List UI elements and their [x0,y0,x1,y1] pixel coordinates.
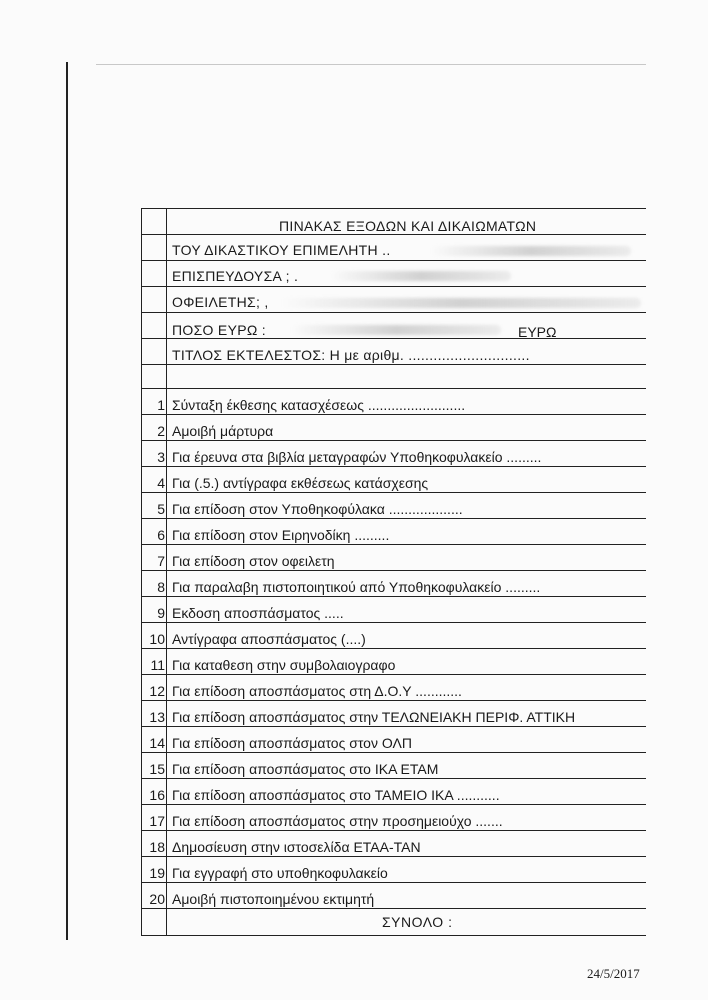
row-number: 15 [149,761,165,777]
row-number: 13 [149,709,165,725]
redacted-claimant-name [331,271,511,281]
total-label: ΣΥΝΟΛΟ : [382,914,453,930]
debtor-row [141,286,646,312]
row-description: Για επίδοση αποσπάσματος στον ΟΛΠ [172,735,412,751]
row-description: Για παραλαβη πιστοποιητικού από Υποθηκοφυλακείο ......... [172,579,541,595]
table-row [141,466,646,492]
claimant-row [141,260,646,286]
redacted-debtor-name [281,298,641,308]
row-description: Για επίδοση στον Υποθηκοφύλακα ................... [172,501,463,517]
bailiff-row [141,234,646,260]
row-number: 3 [157,449,165,465]
expenses-table [141,208,646,936]
row-description: Για επίδοση αποσπάσματος στην ΤΕΛΩΝΕΙΑΚΗ ΠΕΡΙΦ. ΑΤΤΙΚΗ [172,709,576,725]
table-row [141,700,646,726]
row-number: 19 [149,865,165,881]
row-number: 9 [157,605,165,621]
row-number: 1 [157,397,165,413]
row-description: Για καταθεση στην συμβολαιογραφο [172,657,396,673]
table-row [141,622,646,648]
row-number: 10 [149,631,165,647]
row-description: Για (.5.) αντίγραφα εκθέσεως κατάσχεσης [172,475,429,491]
row-number: 14 [149,735,165,751]
row-description: Για επίδοση αποσπάσματος στην προσημειούχο ....... [172,813,503,829]
table-row [141,804,646,830]
table-row [141,778,646,804]
total-row [141,908,646,936]
row-description: Για επίδοση αποσπάσματος στη Δ.Ο.Υ ............ [172,683,462,699]
amount-label: ΠΟΣΟ ΕΥΡΩ : [172,322,266,338]
row-number: 16 [149,787,165,803]
table-title-row [141,208,646,234]
table-row [141,856,646,882]
table-row [141,752,646,778]
row-description: Αντίγραφα αποσπάσματος (....) [172,631,366,647]
row-description: Σύνταξη έκθεσης κατασχέσεως ......................... [172,397,466,413]
row-description: Αμοιβή μάρτυρα [172,423,274,439]
row-description: Για επίδοση στον Ειρηνοδίκη ......... [172,527,390,543]
row-description: Δημοσίευση στην ιστοσελίδα ΕΤΑΑ-ΤΑΝ [172,839,421,855]
row-number: 20 [149,891,165,907]
row-number: 8 [157,579,165,595]
debtor-label: ΟΦΕΙΛΕΤΗΣ; , [172,294,269,310]
table-row [141,882,646,908]
row-description: Αμοιβή πιστοποιημένου εκτιμητή [172,891,375,907]
row-number: 18 [149,839,165,855]
amount-currency: ΕΥΡΩ [518,324,557,340]
table-title: ΠΙΝΑΚΑΣ ΕΞΟΔΩΝ ΚΑΙ ΔΙΚΑΙΩΜΑΤΩΝ [279,218,537,234]
row-description: Για εγγραφή στο υποθηκοφυλακείο [172,865,388,881]
table-bottom-border [141,935,646,936]
scan-top-line [96,64,646,65]
row-number: 7 [157,553,165,569]
claimant-label: ΕΠΙΣΠΕΥΔΟΥΣΑ ; . [172,268,299,284]
row-description: Για επίδοση στον οφειλετη [172,553,335,569]
row-number: 2 [157,423,165,439]
scan-edge-mark [66,62,68,940]
title-exec-label: ΤΙΤΛΟΣ ΕΚΤΕΛΕΣΤΟΣ: Η με αριθμ. ............................. [172,347,530,363]
table-row [141,414,646,440]
row-number: 5 [157,501,165,517]
table-row [141,726,646,752]
table-row [141,674,646,700]
row-number: 17 [149,813,165,829]
table-row [141,544,646,570]
table-row [141,648,646,674]
table-row [141,570,646,596]
redacted-amount [291,325,501,335]
row-number: 6 [157,527,165,543]
row-number: 11 [150,657,165,673]
table-row [141,388,646,414]
amount-row [141,312,646,338]
row-description: Για επίδοση αποσπάσματος στο ΙΚΑ ΕΤΑΜ [172,761,439,777]
row-description: Για επίδοση αποσπάσματος στο ΤΑΜΕΙΟ ΙΚΑ ........... [172,787,500,803]
redacted-bailiff-name [431,246,631,256]
title-exec-row [141,338,646,364]
table-row [141,492,646,518]
row-number: 4 [157,475,165,491]
document-date: 24/5/2017 [587,966,640,981]
spacer-row [141,364,646,388]
bailiff-label: ΤΟΥ ΔΙΚΑΣΤΙΚΟΥ ΕΠΙΜΕΛΗΤΗ .. [172,242,391,258]
table-row [141,596,646,622]
table-row [141,830,646,856]
table-row [141,518,646,544]
row-description: Εκδοση αποσπάσματος ..... [172,605,344,621]
row-number: 12 [149,683,165,699]
table-row [141,440,646,466]
row-description: Για έρευνα στα βιβλία μεταγραφών Υποθηκοφυλακείο ......... [172,449,542,465]
